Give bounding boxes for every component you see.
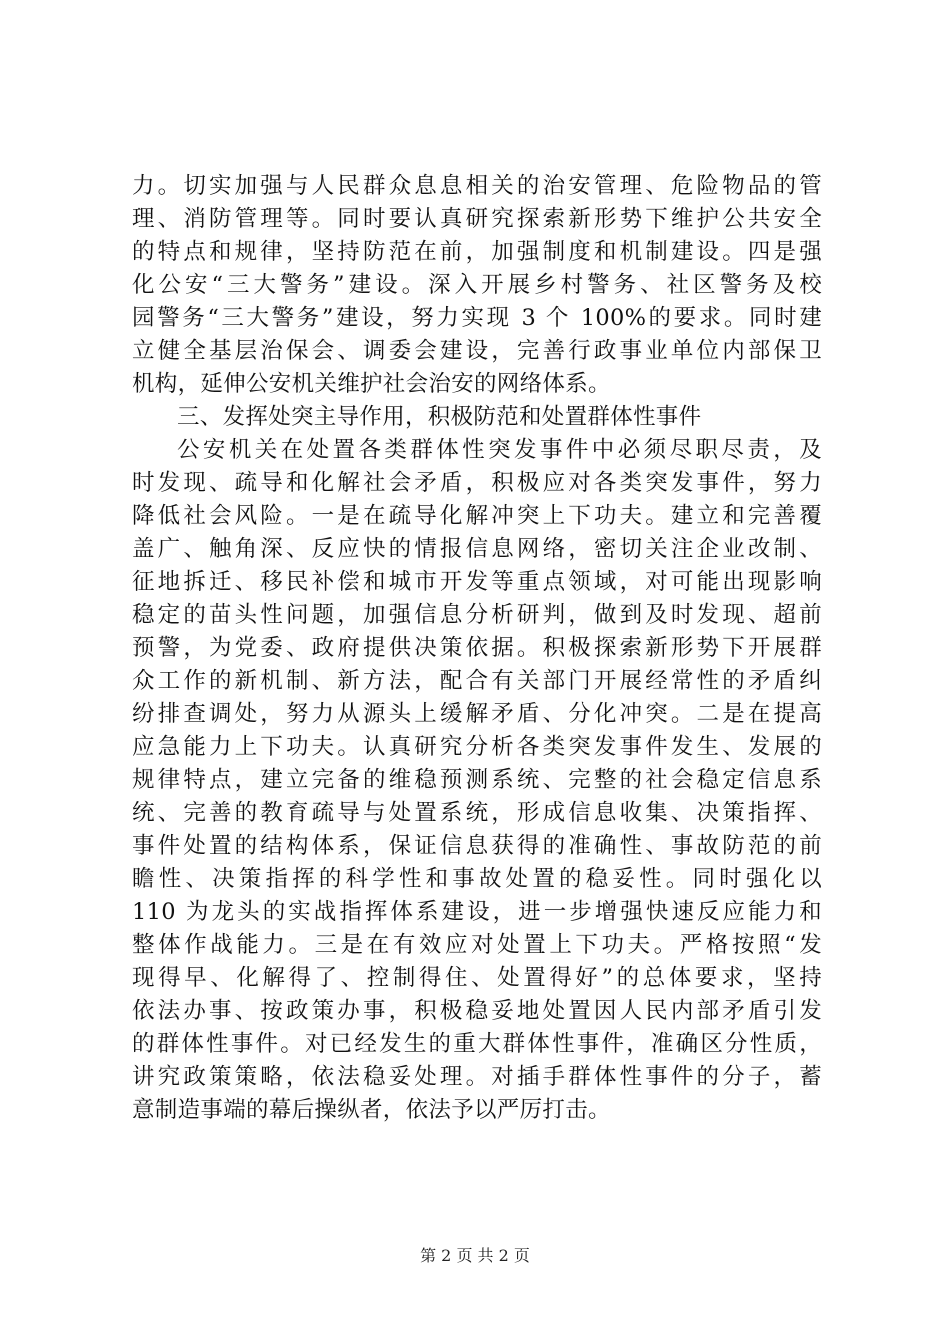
text-line: 盖广、触角深、反应快的情报信息网络，密切关注企业改制、 (132, 536, 822, 562)
text-line: 应急能力上下功夫。认真研究分析各类突发事件发生、发展的 (132, 734, 822, 760)
text-line: 依法办事、按政策办事，积极稳妥地处置因人民内部矛盾引发 (132, 998, 822, 1024)
text-line: 征地拆迁、移民补偿和城市开发等重点领域，对可能出现影响 (132, 569, 822, 595)
text-line: 力。切实加强与人民群众息息相关的治安管理、危险物品的管 (132, 173, 822, 199)
text-line: 意制造事端的幕后操纵者，依法予以严厉打击。 (132, 1097, 611, 1123)
text-line: 瞻性、决策指挥的科学性和事故处置的稳妥性。同时强化以 (132, 866, 822, 892)
text-line: 的群体性事件。对已经发生的重大群体性事件，准确区分性质， (132, 1031, 822, 1057)
text-line: 纷排查调处，努力从源头上缓解矛盾、分化冲突。二是在提高 (132, 701, 822, 727)
document-body (132, 170, 822, 1127)
text-line: 规律特点，建立完备的维稳预测系统、完整的社会稳定信息系 (132, 767, 822, 793)
text-line: 理、消防管理等。同时要认真研究探索新形势下维护公共安全 (132, 206, 822, 232)
text-line: 稳定的苗头性问题，加强信息分析研判，做到及时发现、超前 (132, 602, 822, 628)
text-line: 园警务“三大警务”建设，努力实现 3 个 100%的要求。同时建 (132, 305, 822, 331)
text-line: 众工作的新机制、新方法，配合有关部门开展经常性的矛盾纠 (132, 668, 822, 694)
text-line: 机构，延伸公安机关维护社会治安的网络体系。 (132, 371, 611, 397)
text-line: 公安机关在处置各类群体性突发事件中必须尽职尽责，及 (177, 437, 822, 463)
page-footer: 第 2 页 共 2 页 (420, 1246, 530, 1265)
text-line: 立健全基层治保会、调委会建设，完善行政事业单位内部保卫 (132, 338, 822, 364)
text-line: 讲究政策策略，依法稳妥处理。对插手群体性事件的分子，蓄 (132, 1064, 822, 1090)
text-line: 整体作战能力。三是在有效应对处置上下功夫。严格按照“发 (132, 932, 822, 958)
text-line: 现得早、化解得了、控制得住、处置得好”的总体要求，坚持 (132, 965, 822, 991)
text-line: 预警，为党委、政府提供决策依据。积极探索新形势下开展群 (132, 635, 822, 661)
text-line: 统、完善的教育疏导与处置系统，形成信息收集、决策指挥、 (132, 800, 822, 826)
text-line: 110 为龙头的实战指挥体系建设，进一步增强快速反应能力和 (132, 899, 822, 925)
text-line: 事件处置的结构体系，保证信息获得的准确性、事故防范的前 (132, 833, 822, 859)
text-line: 化公安“三大警务”建设。深入开展乡村警务、社区警务及校 (132, 272, 822, 298)
text-line: 降低社会风险。一是在疏导化解冲突上下功夫。建立和完善覆 (132, 503, 822, 529)
text-line: 时发现、疏导和化解社会矛盾，积极应对各类突发事件，努力 (132, 470, 822, 496)
section-heading: 三、发挥处突主导作用，积极防范和处置群体性事件 (177, 404, 702, 430)
text-line: 的特点和规律，坚持防范在前，加强制度和机制建设。四是强 (132, 239, 822, 265)
